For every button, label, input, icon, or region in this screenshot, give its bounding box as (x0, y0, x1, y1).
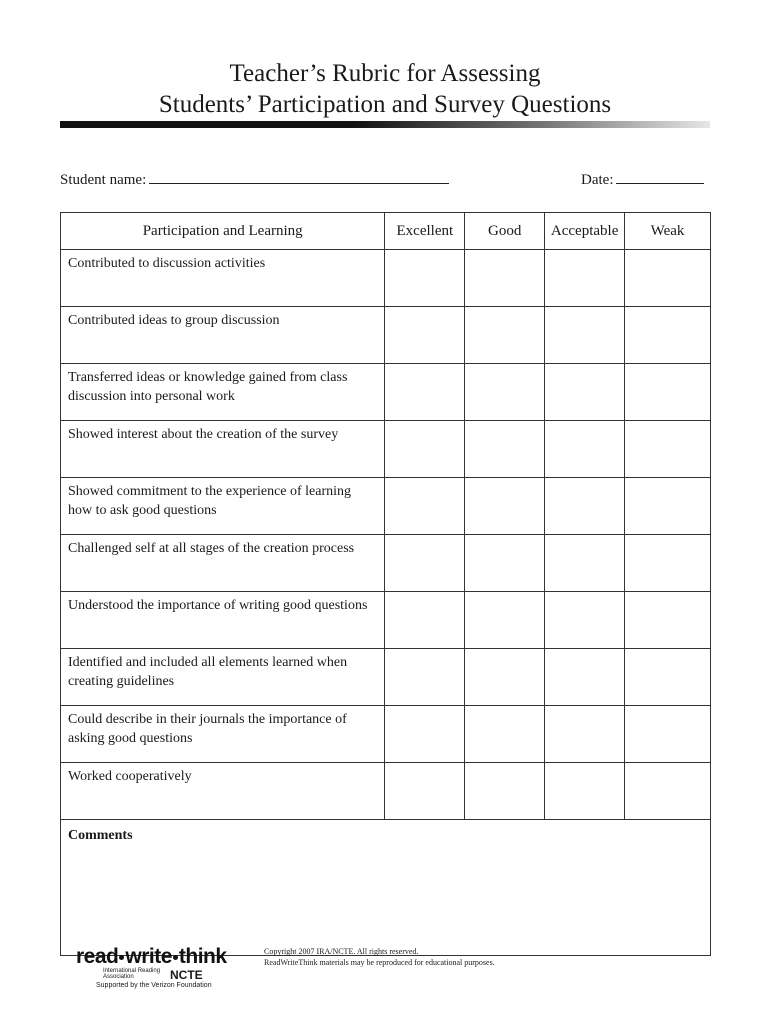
rating-cell-weak[interactable] (625, 706, 711, 763)
header-criteria: Participation and Learning (61, 213, 385, 250)
criterion-label: Contributed ideas to group discussion (61, 307, 385, 364)
logo-ncte-text: NCTE (170, 968, 203, 982)
logo-dot-icon (119, 955, 124, 960)
rating-cell-weak[interactable] (625, 763, 711, 820)
rating-cell-excellent[interactable] (385, 307, 465, 364)
criterion-label: Showed interest about the creation of the survey (61, 421, 385, 478)
header-weak: Weak (625, 213, 711, 250)
logo-ira-text: International Reading Association (103, 968, 161, 980)
rating-cell-acceptable[interactable] (545, 421, 625, 478)
rating-cell-excellent[interactable] (385, 706, 465, 763)
header-excellent: Excellent (385, 213, 465, 250)
rating-cell-excellent[interactable] (385, 535, 465, 592)
date-line[interactable] (616, 171, 704, 184)
rubric-row (61, 307, 711, 364)
rating-cell-excellent[interactable] (385, 478, 465, 535)
rating-cell-acceptable[interactable] (545, 478, 625, 535)
date-label: Date: (581, 172, 614, 188)
rating-cell-good[interactable] (465, 649, 545, 706)
rubric-row (61, 478, 711, 535)
rating-cell-excellent[interactable] (385, 250, 465, 307)
criterion-label: Challenged self at all stages of the creation process (61, 535, 385, 592)
rating-cell-good[interactable] (465, 250, 545, 307)
student-name-field[interactable] (60, 171, 449, 189)
logo-wordmark (76, 945, 236, 969)
title-line-2: Students’ Participation and Survey Questions (158, 91, 612, 118)
rating-cell-acceptable[interactable] (545, 649, 625, 706)
logo-support-text: Supported by the Verizon Foundation (96, 982, 212, 989)
rating-cell-good[interactable] (465, 763, 545, 820)
rubric-row (61, 592, 711, 649)
comments-row (61, 820, 711, 956)
rubric-row (61, 364, 711, 421)
rating-cell-acceptable[interactable] (545, 364, 625, 421)
rating-cell-weak[interactable] (625, 364, 711, 421)
logo-word-write: write (125, 945, 172, 968)
criterion-label: Understood the importance of writing good questions (61, 592, 385, 649)
rating-cell-good[interactable] (465, 421, 545, 478)
rating-cell-weak[interactable] (625, 649, 711, 706)
rating-cell-good[interactable] (465, 592, 545, 649)
student-name-line[interactable] (149, 171, 449, 184)
rating-cell-excellent[interactable] (385, 649, 465, 706)
rating-cell-weak[interactable] (625, 592, 711, 649)
rating-cell-weak[interactable] (625, 307, 711, 364)
rating-cell-acceptable[interactable] (545, 535, 625, 592)
rating-cell-good[interactable] (465, 364, 545, 421)
rubric-table (60, 212, 711, 956)
copyright-notice (264, 946, 495, 968)
rubric-row (61, 706, 711, 763)
rating-cell-excellent[interactable] (385, 592, 465, 649)
page-title (0, 58, 770, 120)
rating-cell-good[interactable] (465, 478, 545, 535)
rating-cell-acceptable[interactable] (545, 307, 625, 364)
rating-cell-excellent[interactable] (385, 763, 465, 820)
rating-cell-weak[interactable] (625, 478, 711, 535)
logo-dot-icon (173, 955, 178, 960)
rubric-header-row (61, 213, 711, 250)
rubric-row (61, 763, 711, 820)
copyright-line-1: Copyright 2007 IRA/NCTE. All rights reserved. (264, 947, 419, 956)
rating-cell-excellent[interactable] (385, 364, 465, 421)
comments-label: Comments (68, 828, 133, 843)
rating-cell-weak[interactable] (625, 250, 711, 307)
title-line-1: Teacher’s Rubric for Assessing (229, 60, 541, 87)
rating-cell-acceptable[interactable] (545, 763, 625, 820)
criterion-label: Could describe in their journals the importance of asking good questions (61, 706, 385, 763)
rating-cell-good[interactable] (465, 307, 545, 364)
rating-cell-good[interactable] (465, 706, 545, 763)
rubric-row (61, 250, 711, 307)
logo-word-read: read (76, 945, 119, 968)
copyright-line-2: ReadWriteThink materials may be reproduced for educational purposes. (264, 958, 495, 967)
logo-word-think: think (178, 945, 227, 968)
rating-cell-excellent[interactable] (385, 421, 465, 478)
rating-cell-good[interactable] (465, 535, 545, 592)
rating-cell-weak[interactable] (625, 535, 711, 592)
rating-cell-acceptable[interactable] (545, 706, 625, 763)
criterion-label: Worked cooperatively (61, 763, 385, 820)
rubric-row (61, 421, 711, 478)
header-good: Good (465, 213, 545, 250)
comments-box[interactable] (61, 820, 711, 956)
readwritethink-logo (76, 945, 236, 990)
criterion-label: Showed commitment to the experience of learning how to ask good questions (61, 478, 385, 535)
criterion-label: Transferred ideas or knowledge gained from class discussion into personal work (61, 364, 385, 421)
title-divider (60, 121, 710, 128)
header-acceptable: Acceptable (545, 213, 625, 250)
rating-cell-acceptable[interactable] (545, 592, 625, 649)
student-name-label: Student name: (60, 172, 147, 188)
rating-cell-weak[interactable] (625, 421, 711, 478)
rating-cell-acceptable[interactable] (545, 250, 625, 307)
date-field[interactable] (581, 171, 704, 189)
criterion-label: Contributed to discussion activities (61, 250, 385, 307)
rubric-row (61, 535, 711, 592)
criterion-label: Identified and included all elements learned when creating guidelines (61, 649, 385, 706)
rubric-row (61, 649, 711, 706)
